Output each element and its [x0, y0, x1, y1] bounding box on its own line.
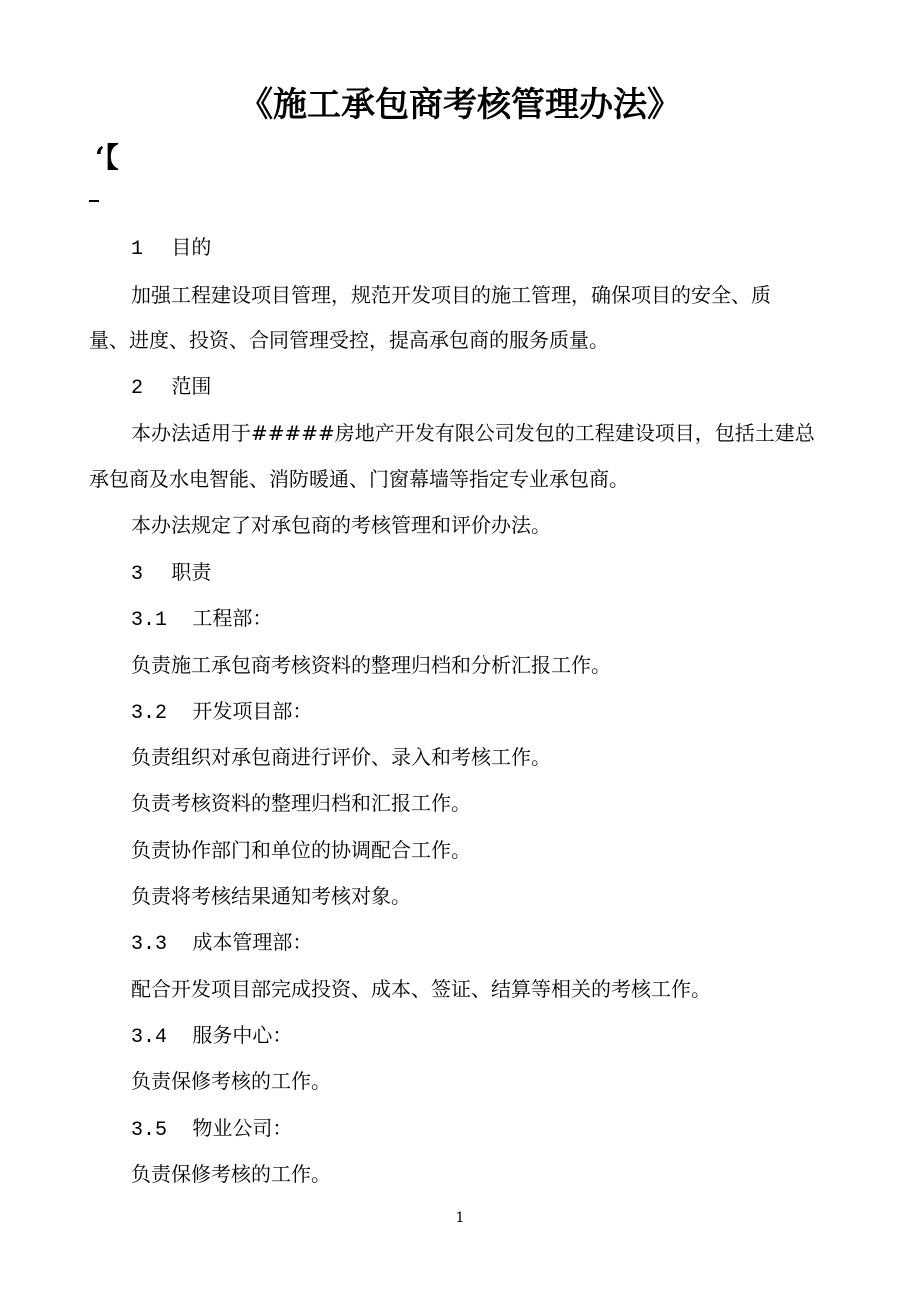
section-title: 范围 [171, 374, 212, 398]
list-item: 负责保修考核的工作。 [131, 1069, 331, 1093]
subsection-number: 3.5 [131, 1119, 168, 1142]
subsection-heading-3-3 [131, 927, 312, 960]
list-item: 配合开发项目部完成投资、成本、签证、结算等相关的考核工作。 [131, 977, 711, 1001]
subsection-title: 开发项目部： [192, 699, 313, 723]
subsection-number: 3.1 [131, 609, 168, 632]
paragraph-line: 承包商及水电智能、消防暖通、门窗幕墙等指定专业承包商。 [89, 467, 629, 491]
paragraph-line: 量、进度、投资、合同管理受控，提高承包商的服务质量。 [89, 328, 609, 352]
paragraph-line: 本办法规定了对承包商的考核管理和评价办法。 [131, 513, 551, 537]
subsection-heading-3-4 [131, 1020, 292, 1053]
section-title: 职责 [171, 560, 212, 584]
section-heading-2 [131, 371, 211, 404]
list-item: 负责将考核结果通知考核对象。 [131, 884, 411, 908]
section-title: 目的 [171, 235, 212, 259]
subsection-title: 服务中心： [192, 1023, 293, 1047]
page-number: 1 [455, 1210, 465, 1226]
list-item: 负责组织对承包商进行评价、录入和考核工作。 [131, 745, 551, 769]
paragraph-line: 本办法适用于#####房地产开发有限公司发包的工程建设项目，包括土建总 [131, 421, 815, 445]
subsection-heading-3-5 [131, 1113, 292, 1146]
subsection-title: 物业公司： [192, 1116, 293, 1140]
subsection-number: 3.3 [131, 933, 168, 956]
subsection-number: 3.4 [131, 1026, 168, 1049]
list-item: 负责协作部门和单位的协调配合工作。 [131, 838, 471, 862]
section-heading-1 [131, 232, 211, 265]
subsection-heading-3-1 [131, 603, 272, 636]
subsection-number: 3.2 [131, 702, 168, 725]
list-item: 负责施工承包商考核资料的整理归档和分析汇报工作。 [131, 653, 611, 677]
list-item: 负责保修考核的工作。 [131, 1162, 331, 1186]
subsection-title: 成本管理部： [192, 930, 313, 954]
section-heading-3 [131, 557, 211, 590]
document-title: 《施工承包商考核管理办法》 [239, 85, 681, 125]
stray-bracket-mark: ‘【 [95, 141, 119, 174]
list-item: 负责考核资料的整理归档和汇报工作。 [131, 791, 471, 815]
section-number: 1 [131, 238, 144, 261]
subsection-title: 工程部： [192, 606, 273, 630]
paragraph-line: 加强工程建设项目管理，规范开发项目的施工管理，确保项目的安全、质 [131, 283, 771, 307]
section-number: 2 [131, 377, 144, 400]
subsection-heading-3-2 [131, 696, 312, 729]
stray-dash-mark [89, 200, 99, 202]
section-number: 3 [131, 563, 144, 586]
